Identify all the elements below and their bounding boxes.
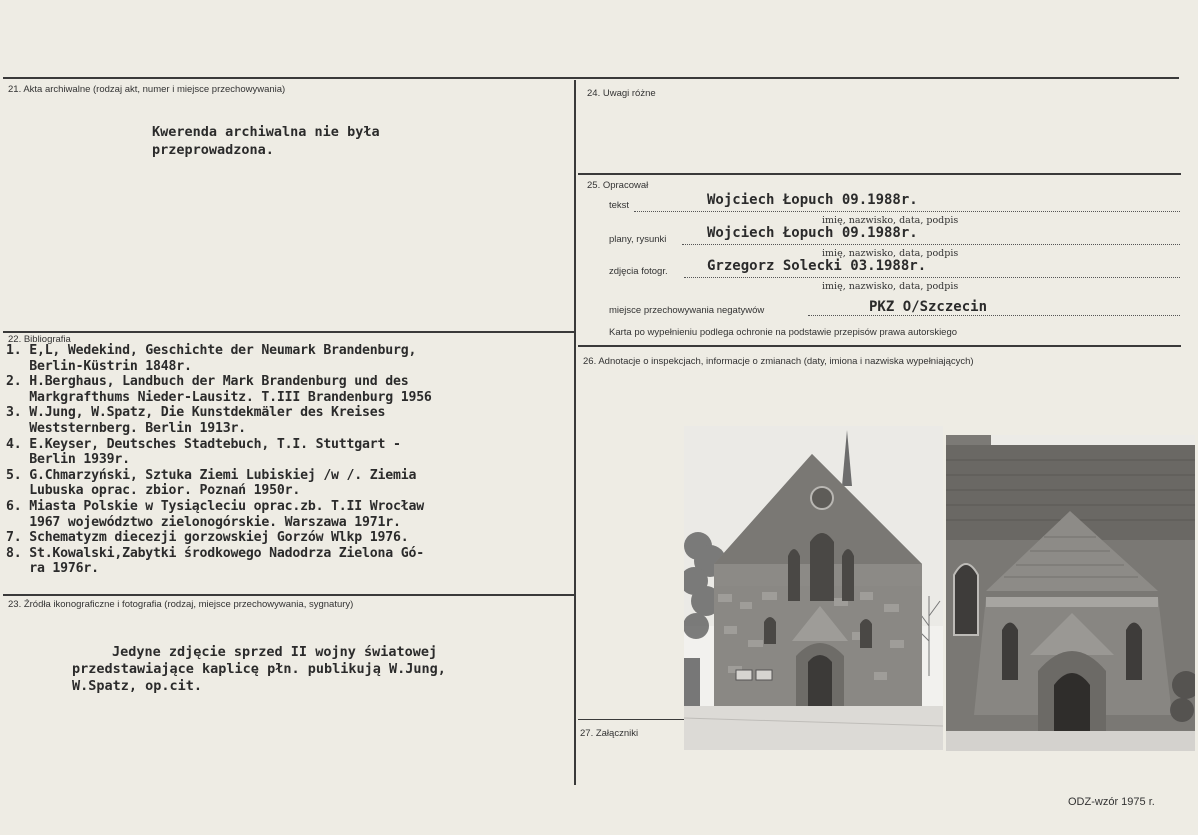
section-21-line-2: przeprowadzona. xyxy=(152,142,274,158)
bib-entry-2a: 2. H.Berghaus, Landbuch der Mark Brandenburg und des xyxy=(6,374,409,390)
rule-26-27 xyxy=(578,719,684,720)
section-21-label: 21. Akta archiwalne (rodzaj akt, numer i miejsce przechowywania) xyxy=(8,84,286,95)
section-23-label: 23. Źródła ikonograficzne i fotografia (rodzaj, miejsce przechowywania, sygnatury) xyxy=(8,599,354,610)
bib-entry-6b: 1967 województwo zielonogórskie. Warszawa 1971r. xyxy=(6,514,401,530)
bib-entry-8b: ra 1976r. xyxy=(6,561,99,577)
section-24-label: 24. Uwagi różne xyxy=(587,88,656,99)
church-chapel-photo xyxy=(946,435,1195,751)
negatywy-label: miejsce przechowywania negatywów xyxy=(609,305,765,316)
top-rule xyxy=(3,77,1179,79)
tekst-value: Wojciech Łopuch 09.1988r. xyxy=(707,192,918,208)
rule-24-25 xyxy=(578,173,1181,175)
bib-entry-6a: 6. Miasta Polskie w Tysiącleciu oprac.zb. T.II Wrocław xyxy=(6,498,424,514)
negatywy-dotted-line xyxy=(808,315,1180,316)
copyright-note: Karta po wypełnieniu podlega ochronie na podstawie przepisów prawa autorskiego xyxy=(609,327,958,338)
bib-entry-7: 7. Schematyzm diecezji gorzowskiej Gorzów Wlkp 1976. xyxy=(6,530,409,546)
zdjecia-label: zdjęcia fotogr. xyxy=(609,266,668,277)
section-21-line-1: Kwerenda archiwalna nie była xyxy=(152,124,380,140)
bib-entry-5b: Lubuska oprac. zbior. Poznań 1950r. xyxy=(6,483,301,499)
bib-entry-4a: 4. E.Keyser, Deutsches Stadtebuch, T.I. Stuttgart - xyxy=(6,436,401,452)
form-code: ODZ-wzór 1975 r. xyxy=(1068,796,1155,808)
bib-entry-3b: Weststernberg. Berlin 1913r. xyxy=(6,420,246,436)
bib-entry-5a: 5. G.Chmarzyński, Sztuka Ziemi Lubiskiej /w /. Ziemia xyxy=(6,467,417,483)
bib-entry-1b: Berlin-Küstrin 1848r. xyxy=(6,358,192,374)
tekst-sub-caption: imię, nazwisko, data, podpis xyxy=(822,215,959,226)
zdjecia-value: Grzegorz Solecki 03.1988r. xyxy=(707,258,927,274)
bib-entry-1a: 1. E,L, Wedekind, Geschichte der Neumark Brandenburg, xyxy=(6,343,417,358)
bib-entry-4b: Berlin 1939r. xyxy=(6,452,130,468)
section-23-line-3: W.Spatz, op.cit. xyxy=(72,678,203,694)
plany-sub-caption: imię, nazwisko, data, podpis xyxy=(822,248,959,259)
plany-dotted-line xyxy=(682,244,1180,245)
bibliography-list xyxy=(6,343,574,577)
plany-label: plany, rysunki xyxy=(609,234,667,245)
bib-entry-3a: 3. W.Jung, W.Spatz, Die Kunstdekmäler des Kreises xyxy=(6,405,386,421)
section-22-label: 22. Bibliografia xyxy=(8,334,71,345)
zdjecia-dotted-line xyxy=(684,277,1180,278)
section-23-line-1: Jedyne zdjęcie sprzed II wojny światowej xyxy=(112,644,438,660)
zdjecia-sub-caption: imię, nazwisko, data, podpis xyxy=(822,281,959,292)
tekst-label: tekst xyxy=(609,200,630,211)
tekst-dotted-line xyxy=(634,211,1180,212)
vertical-divider xyxy=(574,80,576,785)
bib-entry-2b: Markgrafthums Nieder-Lausitz. T.III Brandenburg 1956 xyxy=(6,389,432,405)
section-23-line-2: przedstawiające kaplicę płn. publikują W.Jung, xyxy=(72,661,446,677)
bib-entry-8a: 8. St.Kowalski,Zabytki środkowego Nadodrza Zielona Gó- xyxy=(6,545,424,561)
rule-21-22 xyxy=(3,331,574,333)
section-25-label: 25. Opracował xyxy=(587,180,649,191)
negatywy-value: PKZ O/Szczecin xyxy=(869,299,988,315)
rule-22-23 xyxy=(3,594,574,596)
church-facade-photo xyxy=(684,426,943,750)
section-27-label: 27. Załączniki xyxy=(580,728,639,739)
plany-value: Wojciech Łopuch 09.1988r. xyxy=(707,225,918,241)
section-26-label: 26. Adnotacje o inspekcjach, informacje o zmianach (daty, imiona i nazwiska wypełniających) xyxy=(583,356,974,367)
rule-25-26 xyxy=(578,345,1181,347)
